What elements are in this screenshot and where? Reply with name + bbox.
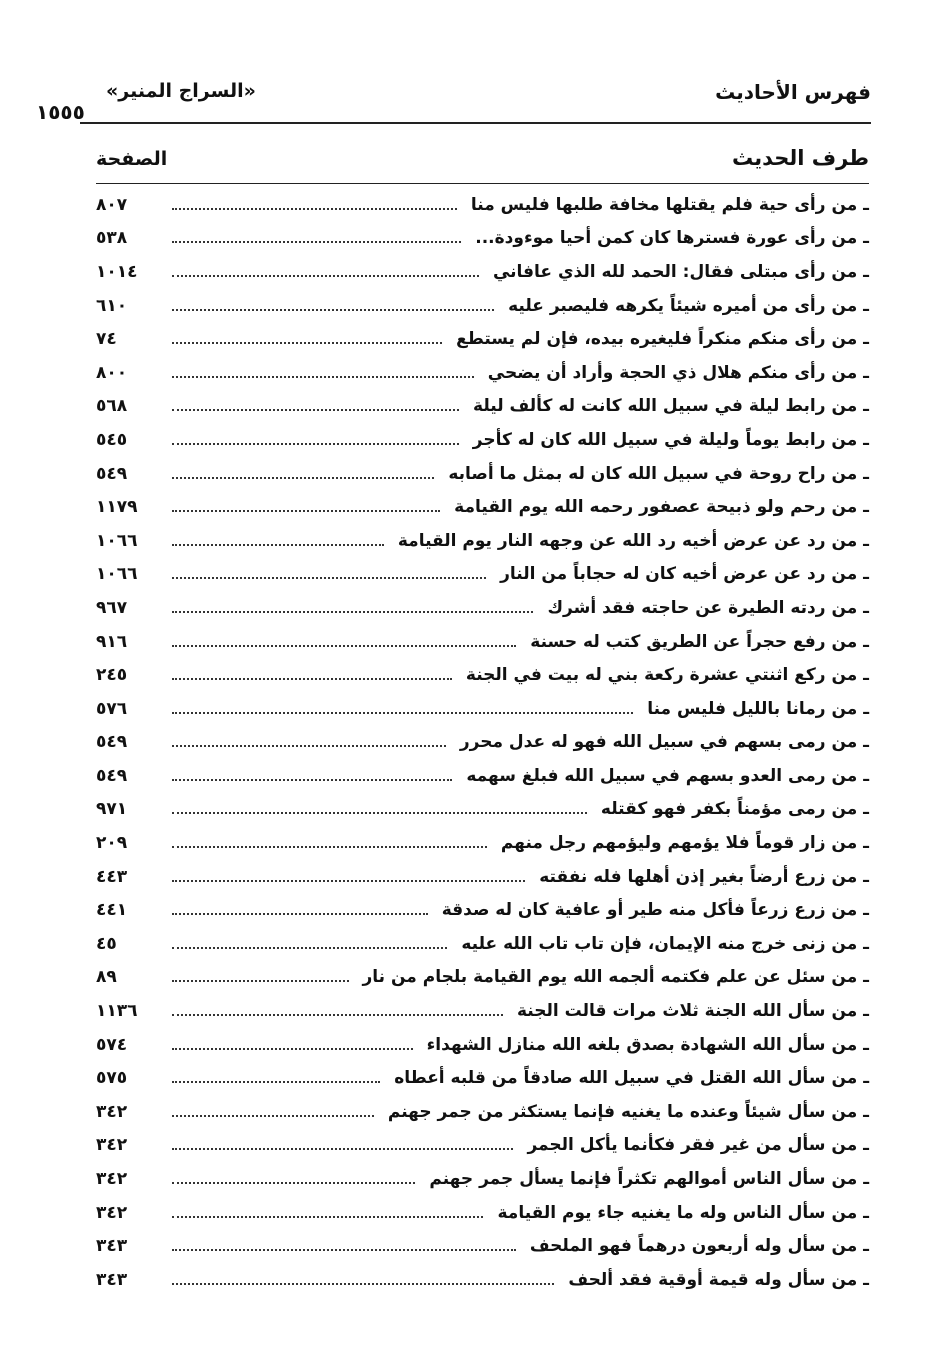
index-entry: [96, 1162, 869, 1196]
hadith-incipit: ـ من رمى مؤمناً بكفر فهو كقتله: [600, 799, 869, 820]
index-entry: [96, 1196, 869, 1230]
hadith-incipit: ـ من زار قوماً فلا يؤمهم وليؤمهم رجل منهم: [500, 833, 869, 854]
dot-leader: [172, 409, 459, 411]
index-entry: [96, 658, 869, 692]
index-entry: [96, 457, 869, 491]
hadith-incipit: ـ من سأل الله القتل في سبيل الله صادقاً من قلبه أعطاه: [394, 1068, 869, 1089]
dot-leader: [172, 443, 459, 445]
page-reference: ٥٧٦: [96, 698, 128, 719]
page-reference: ١٠٦٦: [96, 564, 138, 585]
hadith-incipit: ـ من رأى حية فلم يقتلها مخافة طلبها فليس منا: [470, 194, 869, 215]
hadith-incipit: ـ من رأى مبتلى فقال: الحمد لله الذي عافاني: [492, 261, 869, 282]
dot-leader: [172, 1048, 413, 1050]
index-entry: [96, 524, 869, 558]
hadith-incipit: ـ من زرع أرضاً بغير إذن أهلها فله نفقته: [539, 866, 869, 887]
page-reference: ٥٧٥: [96, 1068, 128, 1089]
hadith-incipit: ـ من ركع اثنتي عشرة ركعة بني له بيت في الجنة: [465, 665, 869, 686]
dot-leader: [172, 1182, 415, 1184]
dot-leader: [172, 1216, 483, 1218]
page-reference: ٢٠٩: [96, 833, 128, 854]
page-reference: ٨٩: [96, 967, 117, 988]
hadith-incipit: ـ من زنى خرج منه الإيمان، فإن تاب تاب الله عليه: [461, 933, 869, 954]
hadith-incipit: ـ من رمى العدو بسهم في سبيل الله فبلغ سهمه: [466, 765, 869, 786]
page-reference: ١٠٦٦: [96, 530, 138, 551]
hadith-incipit: ـ من رابط يوماً وليلة في سبيل الله كان له كأجر: [472, 429, 869, 450]
page-reference: ٣٤٢: [96, 1169, 128, 1190]
dot-leader: [172, 309, 494, 311]
hadith-incipit: ـ من رأى منكم هلال ذي الحجة وأراد أن يضحي: [487, 362, 869, 383]
index-entry: [96, 1095, 869, 1129]
index-entry: [96, 356, 869, 390]
page-reference: ٦١٠: [96, 295, 128, 316]
dot-leader: [172, 779, 452, 781]
dot-leader: [172, 510, 440, 512]
hadith-incipit: ـ من رابط ليلة في سبيل الله كانت له كألف ليلة: [473, 396, 869, 417]
page-reference: ٨٠٧: [96, 194, 128, 215]
page-reference: ٢٤٥: [96, 665, 128, 686]
index-entry: [96, 994, 869, 1028]
index-entry: [96, 490, 869, 524]
dot-leader: [172, 275, 479, 277]
index-entry: [96, 1263, 869, 1297]
index-entry: [96, 726, 869, 760]
page-reference: ٣٤٢: [96, 1202, 128, 1223]
hadith-incipit: ـ من سأل وله قيمة أوقية فقد ألحف: [568, 1269, 869, 1290]
hadith-incipit: ـ من سأل الله الشهادة بصدق بلغه الله منازل الشهداء: [426, 1034, 869, 1055]
page-reference: ٩٦٧: [96, 597, 128, 618]
page-reference: ٧٤: [96, 329, 117, 350]
dot-leader: [172, 1014, 503, 1016]
index-entry: [96, 390, 869, 424]
dot-leader: [172, 241, 461, 243]
index-entry: [96, 255, 869, 289]
page-reference: ٣٤٣: [96, 1269, 128, 1290]
dot-leader: [172, 678, 452, 680]
section-title: فهرس الأحاديث: [715, 80, 871, 104]
index-entry: [96, 591, 869, 625]
dot-leader: [172, 376, 474, 378]
page-reference: ٥٤٩: [96, 463, 128, 484]
running-head: [36, 78, 871, 124]
page-number: ١٥٥٥: [36, 100, 85, 124]
page-reference: ١١٣٦: [96, 1001, 138, 1022]
page-reference: ٨٠٠: [96, 362, 128, 383]
hadith-incipit: ـ من ردته الطيرة عن حاجته فقد أشرك: [547, 597, 869, 618]
page-reference: ١١٧٩: [96, 497, 138, 518]
index-entry: [96, 692, 869, 726]
page-reference: ٤٥: [96, 933, 117, 954]
hadith-incipit: ـ من رأى عورة فسترها كان كمن أحيا موءودة...: [475, 228, 869, 249]
index-entry: [96, 625, 869, 659]
index-entry: [96, 927, 869, 961]
dot-leader: [172, 846, 487, 848]
dot-leader: [172, 544, 384, 546]
index-entry: [96, 893, 869, 927]
hadith-incipit: ـ من رأى من أميره شيئاً يكرهه فليصبر عليه: [508, 295, 869, 316]
page-reference: ١٠١٤: [96, 261, 138, 282]
page-reference: ٩١٦: [96, 631, 128, 652]
dot-leader: [172, 1249, 516, 1251]
index-entry: [96, 1229, 869, 1263]
index-entry: [96, 188, 869, 222]
index-entry: [96, 1028, 869, 1062]
index-entry: [96, 1061, 869, 1095]
page-reference: ٣٤٢: [96, 1135, 128, 1156]
hadith-incipit: ـ من رد عن عرض أخيه كان له حجاباً من النار: [500, 564, 869, 585]
dot-leader: [172, 342, 442, 344]
page-reference: ٣٤٣: [96, 1236, 128, 1257]
dot-leader: [172, 1115, 374, 1117]
hadith-incipit: ـ من سأل الناس وله ما يغنيه جاء يوم القيامة: [497, 1202, 869, 1223]
dot-leader: [172, 611, 533, 613]
index-entry: [96, 759, 869, 793]
dot-leader: [172, 1148, 513, 1150]
hadith-column-header: طرف الحديث: [731, 146, 869, 170]
dot-leader: [172, 712, 633, 714]
dot-leader: [172, 980, 349, 982]
hadith-incipit: ـ من سأل شيئاً وعنده ما يغنيه فإنما يستكثر من جمر جهنم: [387, 1101, 869, 1122]
column-headers: [96, 146, 869, 180]
page-reference: ٥٧٤: [96, 1034, 128, 1055]
hadith-incipit: ـ من رمى بسهم في سبيل الله فهو له عدل محرر: [459, 732, 869, 753]
page-reference: ٥٤٥: [96, 429, 128, 450]
dot-leader: [172, 812, 587, 814]
dot-leader: [172, 947, 447, 949]
hadith-incipit: ـ من رحم ولو ذبيحة عصفور رحمه الله يوم القيامة: [454, 497, 869, 518]
page-column-header: الصفحة: [96, 148, 168, 170]
book-title: «السراج المنير»: [106, 80, 256, 102]
index-entry: [96, 222, 869, 256]
hadith-incipit: ـ من سأل وله أربعون درهماً فهو الملحف: [529, 1236, 869, 1257]
hadith-incipit: ـ من سئل عن علم فكتمه ألجمه الله يوم القيامة بلجام من نار: [362, 967, 869, 988]
index-entry: [96, 961, 869, 995]
page-reference: ٤٤١: [96, 900, 128, 921]
index-entry: [96, 1129, 869, 1163]
hadith-incipit: ـ من رفع حجراً عن الطريق كتب له حسنة: [530, 631, 869, 652]
index-entry: [96, 826, 869, 860]
index-entry: [96, 860, 869, 894]
dot-leader: [172, 645, 516, 647]
dot-leader: [172, 880, 525, 882]
page-reference: ٥٤٩: [96, 765, 128, 786]
dot-leader: [172, 1283, 554, 1285]
hadith-incipit: ـ من راح روحة في سبيل الله كان له بمثل ما أصابه: [448, 463, 869, 484]
hadith-incipit: ـ من رأى منكم منكراً فليغيره بيده، فإن لم يستطع: [456, 329, 869, 350]
index-entry: [96, 558, 869, 592]
index-entry: [96, 289, 869, 323]
page-reference: ٥٤٩: [96, 732, 128, 753]
page-reference: ٥٦٨: [96, 396, 128, 417]
page-reference: ٤٤٣: [96, 866, 128, 887]
dot-leader: [172, 913, 428, 915]
hadith-incipit: ـ من زرع زرعاً فأكل منه طير أو عافية كان له صدقة: [441, 900, 869, 921]
hadith-incipit: ـ من سأل الله الجنة ثلاث مرات قالت الجنة: [517, 1001, 869, 1022]
dot-leader: [172, 208, 457, 210]
index-entry: [96, 423, 869, 457]
hadith-incipit: ـ من سأل من غير فقر فكأنما يأكل الجمر: [527, 1135, 869, 1156]
index-entry: [96, 322, 869, 356]
page-reference: ٣٤٢: [96, 1101, 128, 1122]
column-header-rule: [96, 183, 869, 184]
dot-leader: [172, 477, 434, 479]
hadith-incipit: ـ من رد عن عرض أخيه رد الله عن وجهه النار يوم القيامة: [397, 530, 869, 551]
dot-leader: [172, 577, 486, 579]
hadith-index-list: [96, 188, 869, 1297]
header-rule: [80, 122, 871, 124]
dot-leader: [172, 745, 446, 747]
hadith-incipit: ـ من رمانا بالليل فليس منا: [647, 698, 869, 719]
index-entry: [96, 793, 869, 827]
page-reference: ٩٧١: [96, 799, 128, 820]
dot-leader: [172, 1081, 380, 1083]
page-reference: ٥٣٨: [96, 228, 128, 249]
hadith-incipit: ـ من سأل الناس أموالهم تكثراً فإنما يسأل جمر جهنم: [429, 1169, 869, 1190]
